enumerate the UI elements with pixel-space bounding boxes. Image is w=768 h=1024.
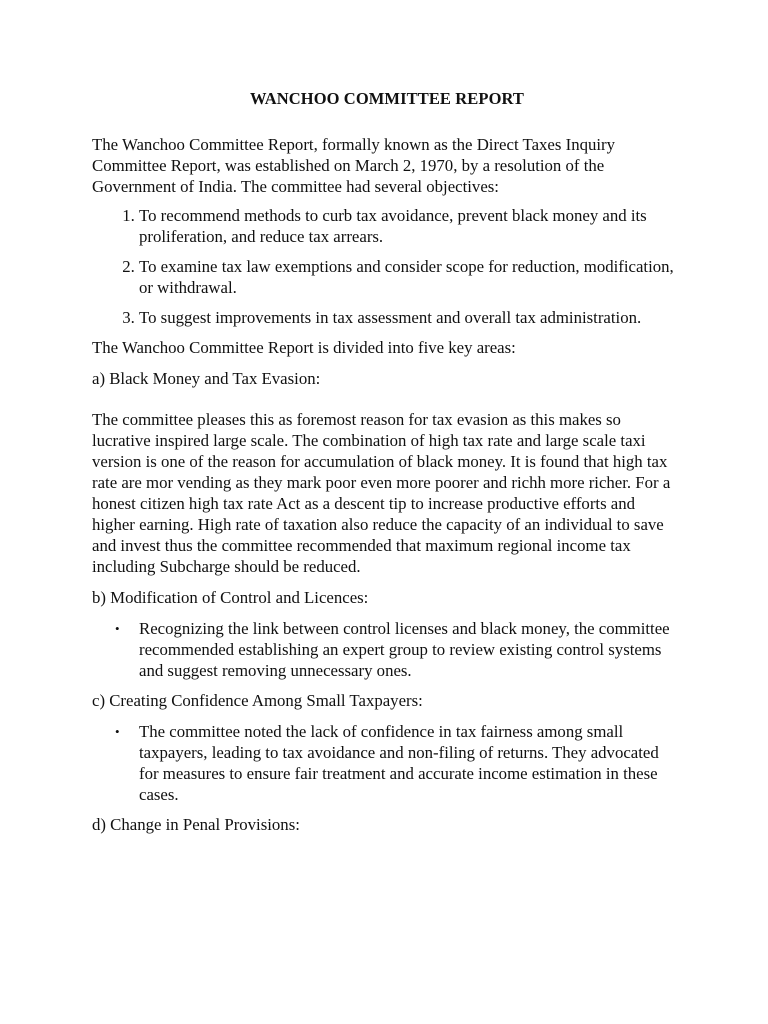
section-a-body: The committee pleases this as foremost reason for tax evasion as this makes so lucrative inspired large scale. The combination of high tax rate and large scale taxi version is one of the reason for accumulation of black money. It is found that high tax rate are mor vending as they mark poor even more poorer and richh more richer. For a honest citizen high tax rate Act as a descent tip to increase productive efforts and higher earning. High rate of taxation also reduce the capacity of an individual to save and invest thus the committee recommended that maximum regional income tax including Subcharge should be reduced. (92, 410, 671, 576)
intro-paragraph: The Wanchoo Committee Report, formally known as the Direct Taxes Inquiry Committee Report, was established on March 2, 1970, by a resolution of the Government of India. The committee had several objectives: (92, 135, 616, 196)
section-c-bullet-text: The committee noted the lack of confidence in tax fairness among small taxpayers, leading to tax avoidance and non-filing of returns. They advocated for measures to ensure fair treatment and accurate income estimation in these cases. (139, 722, 659, 804)
objective-item: 3. To suggest improvements in tax assessment and overall tax administration. (139, 307, 682, 328)
section-b-heading: b) Modification of Control and Licences: (92, 588, 369, 607)
bullet-icon: • (115, 621, 120, 636)
section-c-heading: c) Creating Confidence Among Small Taxpayers: (92, 691, 423, 710)
section-c-list (92, 721, 682, 805)
objectives-list (92, 205, 682, 328)
document-page (92, 88, 682, 845)
areas-intro: The Wanchoo Committee Report is divided into five key areas: (92, 338, 516, 357)
list-item (115, 721, 682, 805)
section-b-bullet-text: Recognizing the link between control licenses and black money, the committee recommended establishing an expert group to review existing control systems and suggest removing unnecessary ones. (139, 619, 670, 680)
section-b-list (92, 618, 682, 681)
document-title: WANCHOO COMMITTEE REPORT (249, 89, 525, 108)
objective-item: 2. To examine tax law exemptions and consider scope for reduction, modification, or withdrawal. (139, 256, 682, 298)
section-a-heading: a) Black Money and Tax Evasion: (92, 369, 321, 388)
section-d-heading: d) Change in Penal Provisions: (92, 815, 300, 834)
list-item (115, 618, 682, 681)
bullet-icon: • (115, 724, 120, 739)
objective-item: 1. To recommend methods to curb tax avoidance, prevent black money and its proliferation, and reduce tax arrears. (139, 205, 682, 247)
